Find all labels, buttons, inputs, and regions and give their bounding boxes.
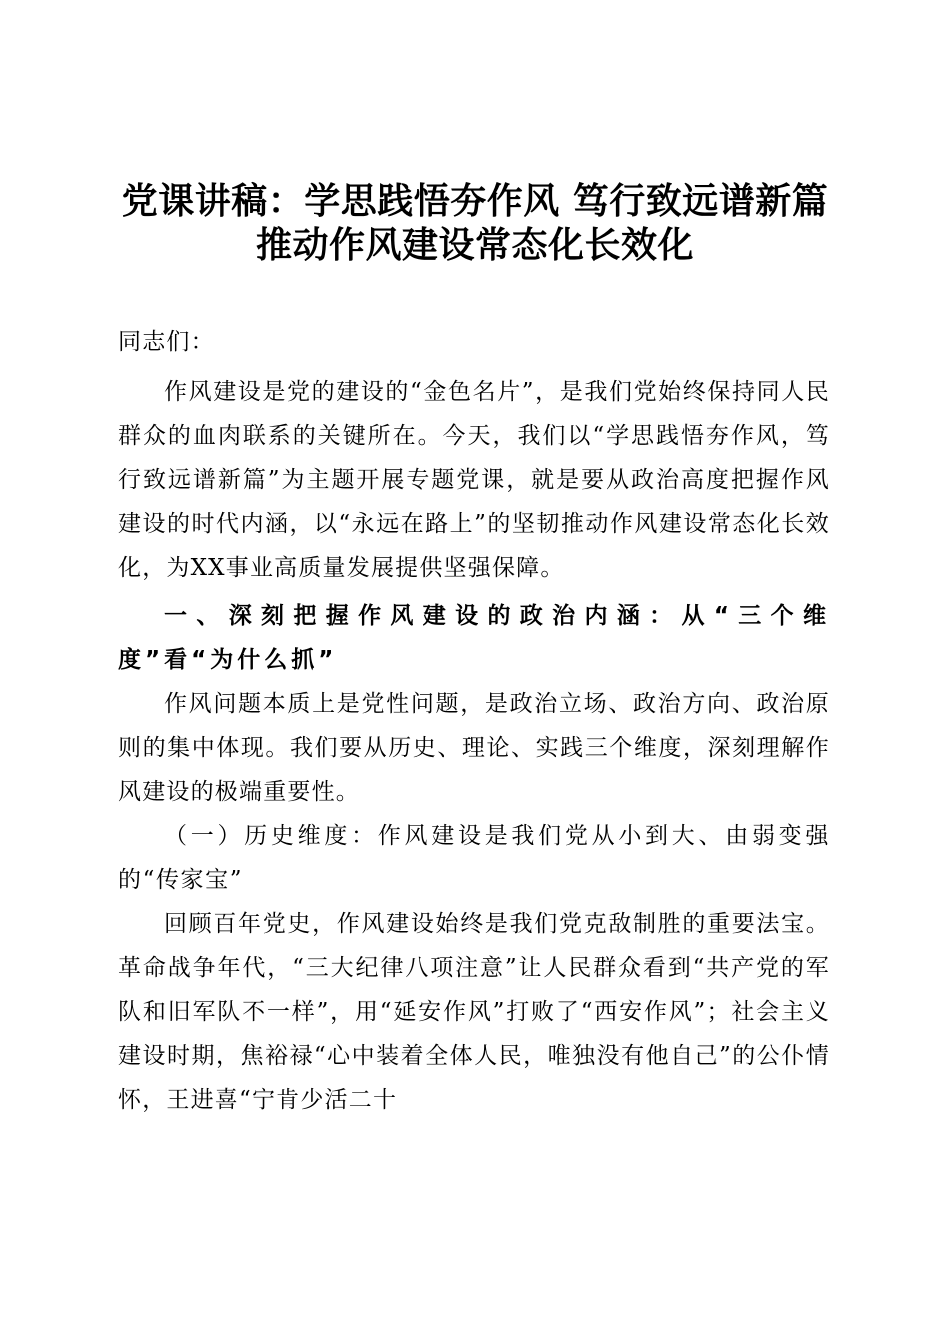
subsection-heading-1: （一）历史维度：作风建设是我们党从小到大、由弱变强的“传家宝” <box>118 823 830 893</box>
paragraph-history: 回顾百年党史，作风建设始终是我们党克敌制胜的重要法宝。革命战争年代，“三大纪律八项注意”让人民群众看到“共产党的军队和旧军队不一样”，用“延安作风”打败了“西安作风”；社会主义建设时期，焦裕禄“心中装着全体人民，唯独没有他自己”的公仆情怀，王进喜“宁肯少活二十 <box>118 911 830 1113</box>
greeting: 同志们： <box>118 329 215 355</box>
document-title-line-2: 推动作风建设常态化长效化 <box>255 225 694 266</box>
document-title-line-1: 党课讲稿：学思践悟夯作风 笃行致远谱新篇 <box>121 181 829 222</box>
section-heading-1: 一、深刻把握作风建设的政治内涵：从“三个维度”看“为什么抓” <box>118 603 830 673</box>
paragraph-section-1: 作风问题本质上是党性问题，是政治立场、政治方向、政治原则的集中体现。我们要从历史、理论、实践三个维度，深刻理解作风建设的极端重要性。 <box>118 691 830 805</box>
document-body <box>118 320 830 1122</box>
paragraph-intro: 作风建设是党的建设的“金色名片”，是我们党始终保持同人民群众的血肉联系的关键所在。今天，我们以“学思践悟夯作风，笃行致远谱新篇”为主题开展专题党课，就是要从政治高度把握作风建设的时代内涵，以“永远在路上”的坚韧推动作风建设常态化长效化，为XX事业高质量发展提供坚强保障。 <box>118 379 830 581</box>
